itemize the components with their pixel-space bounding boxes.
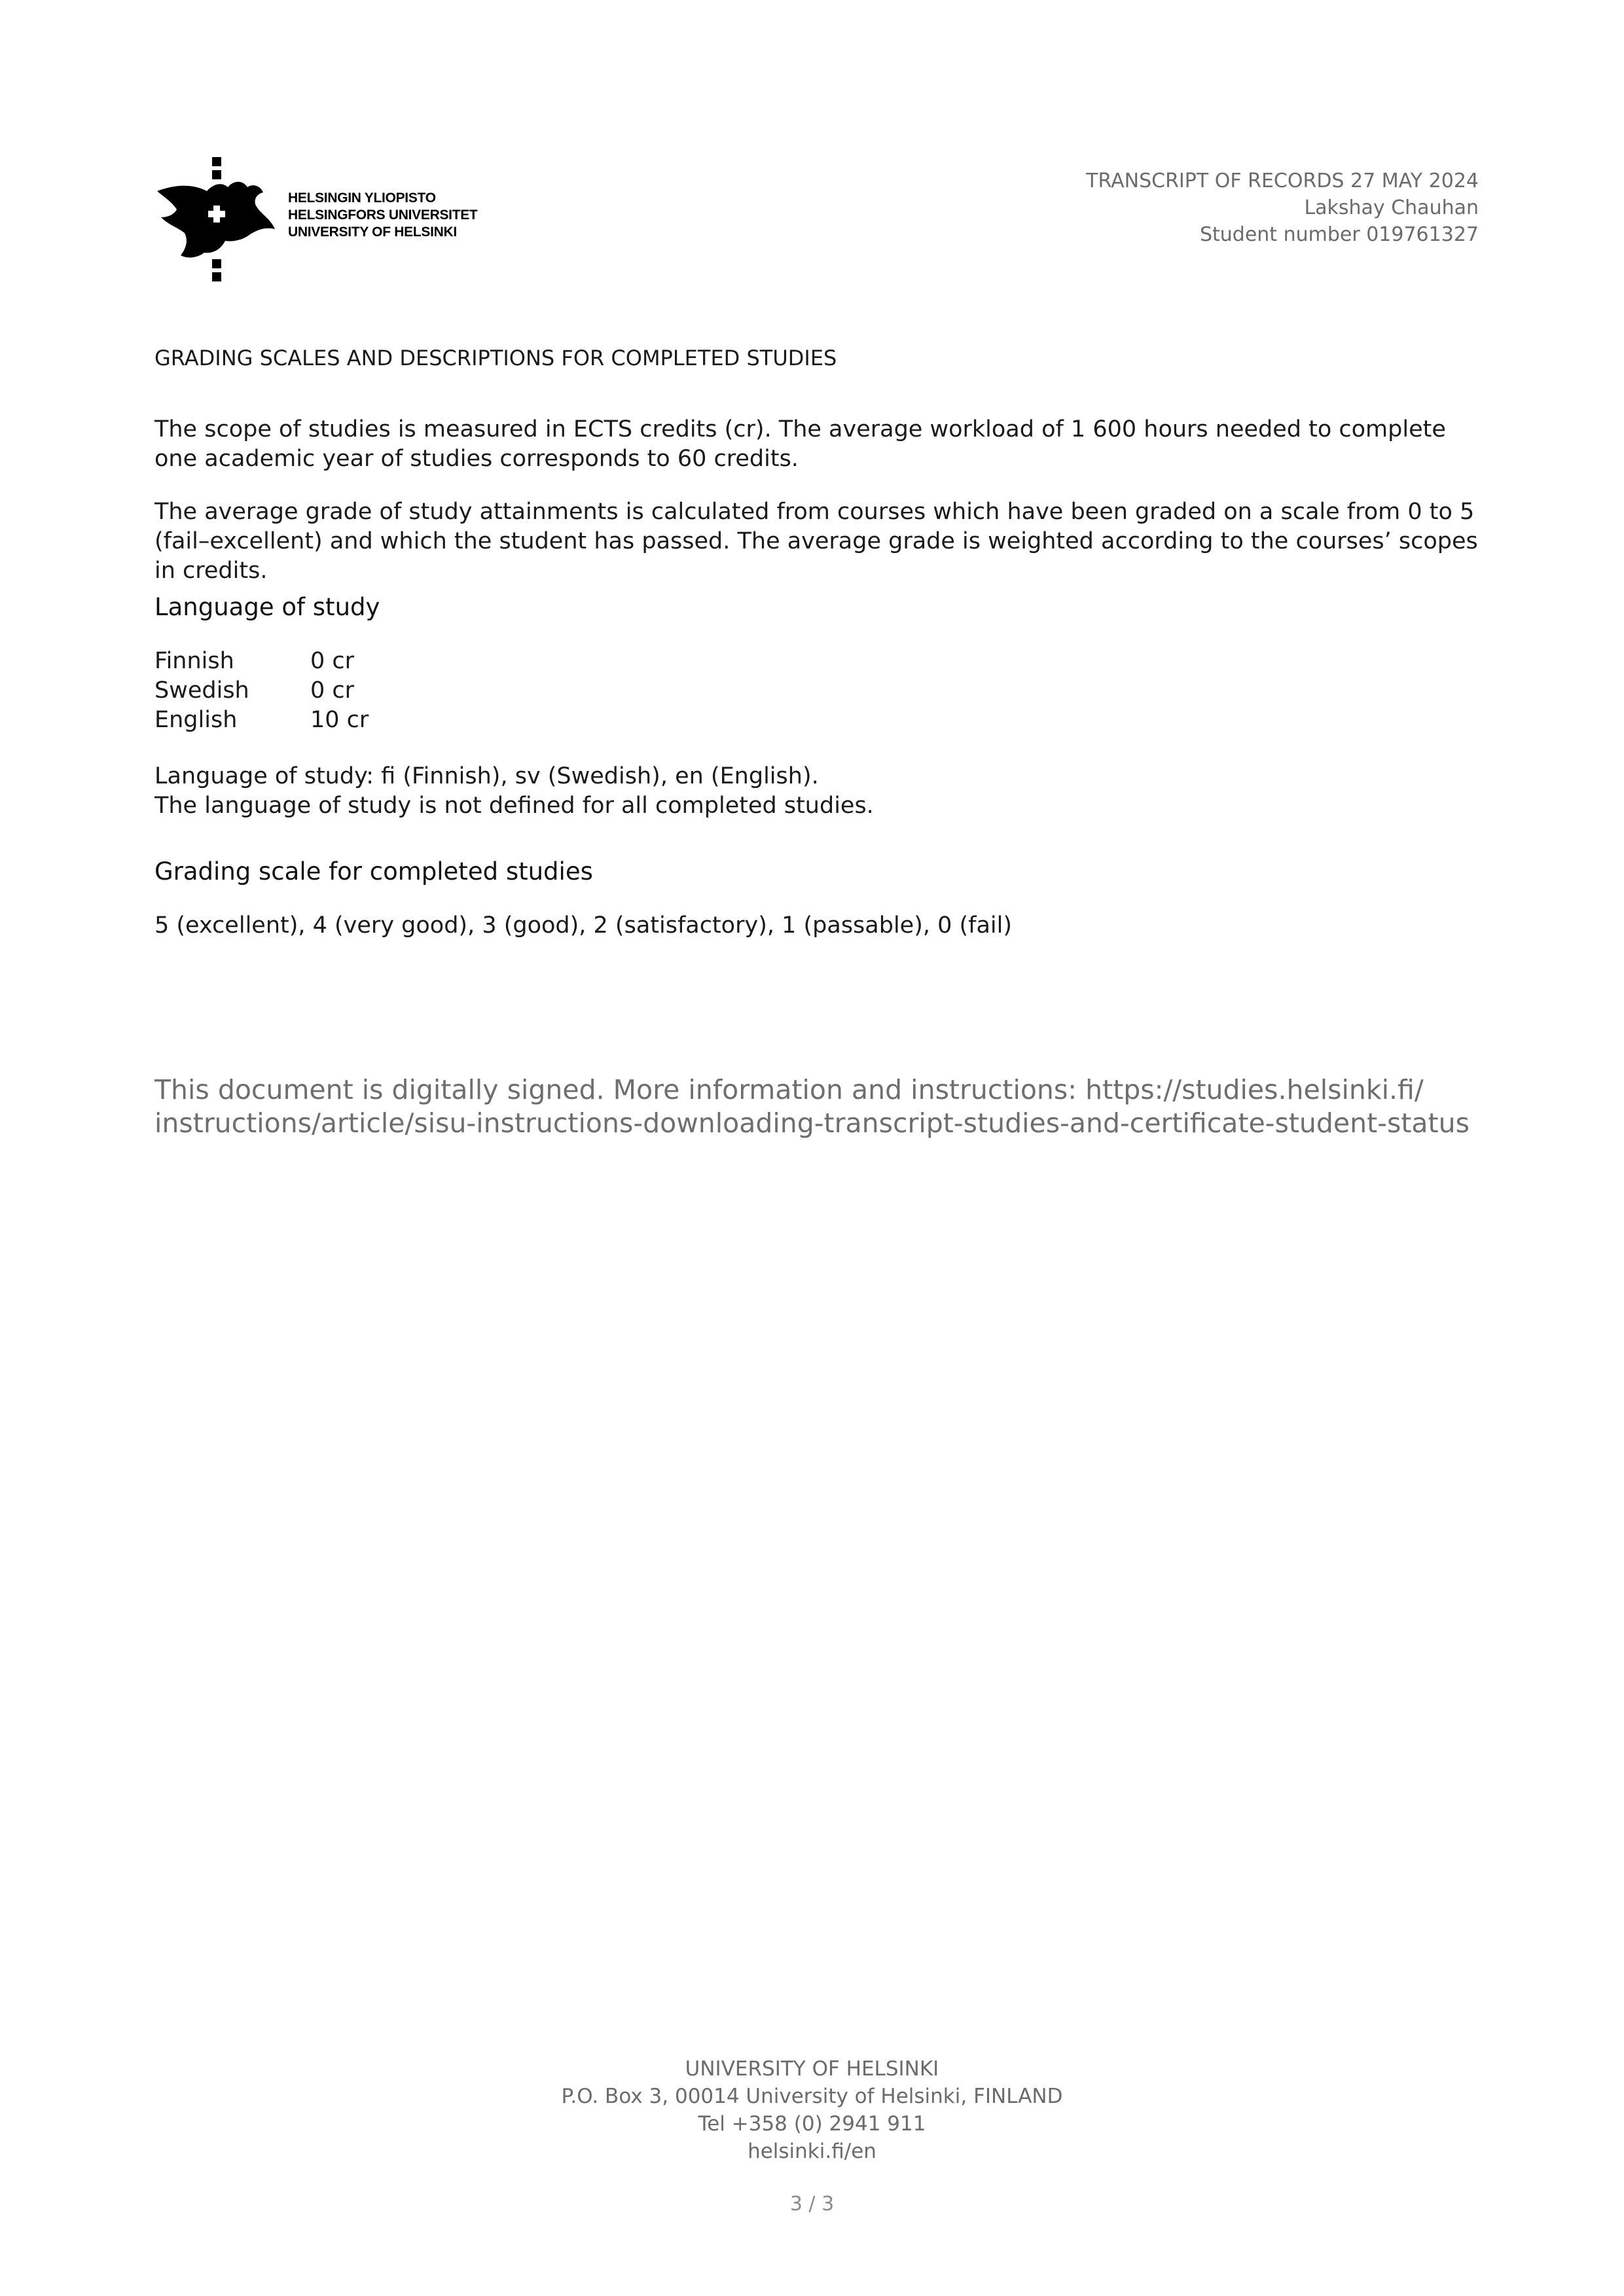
digital-signature-note — [154, 1073, 1496, 1140]
signature-note-line2: instructions/article/sisu-instructions-downloading-transcript-studies-and-certificate-student-status — [154, 1107, 1470, 1139]
page-footer — [0, 2055, 1624, 2165]
logo-line-finnish: HELSINGIN YLIOPISTO — [288, 190, 436, 206]
university-flame-logo-icon — [154, 157, 279, 281]
logo-line-english: UNIVERSITY OF HELSINKI — [288, 224, 457, 240]
language-row — [154, 676, 369, 706]
footer-address: P.O. Box 3, 00014 University of Helsinki, FINLAND — [561, 2085, 1063, 2108]
average-grade-paragraph: The average grade of study attainments is calculated from courses which have been graded on a scale from 0 to 5 (fail–excellent) and which the student has passed. The average grade is weighted according to the courses’ scopes in credits. — [154, 499, 1478, 584]
grading-scale-heading: Grading scale for completed studies — [154, 857, 593, 886]
document-title: TRANSCRIPT OF RECORDS 27 MAY 2024 — [1086, 170, 1479, 192]
language-of-study-heading: Language of study — [154, 593, 380, 621]
language-credits-table — [154, 647, 369, 735]
section-title: GRADING SCALES AND DESCRIPTIONS FOR COMPLETED STUDIES — [154, 346, 837, 370]
footer-org: UNIVERSITY OF HELSINKI — [685, 2057, 939, 2081]
language-row — [154, 647, 369, 676]
language-name: Swedish — [154, 677, 249, 704]
language-credits: 0 cr — [310, 648, 355, 674]
student-name: Lakshay Chauhan — [1304, 196, 1479, 219]
credits-paragraph: The scope of studies is measured in ECTS credits (cr). The average workload of 1 600 hours needed to complete one academic year of studies corresponds to 60 credits. — [154, 416, 1446, 472]
language-name: English — [154, 707, 238, 733]
language-note-undefined: The language of study is not defined for all completed studies. — [154, 793, 874, 819]
language-credits: 0 cr — [310, 677, 355, 704]
university-logo-text — [288, 190, 477, 241]
language-name: Finnish — [154, 648, 234, 674]
footer-website: helsinki.fi/en — [748, 2140, 876, 2163]
signature-note-line1: This document is digitally signed. More information and instructions: https://studies.helsinki.fi/ — [154, 1074, 1424, 1105]
language-note — [154, 762, 1483, 821]
document-header — [1086, 168, 1479, 248]
student-number: Student number 019761327 — [1199, 223, 1479, 246]
language-note-codes: Language of study: fi (Finnish), sv (Swedish), en (English). — [154, 763, 819, 789]
university-logo — [154, 157, 495, 281]
language-row — [154, 706, 369, 735]
language-credits: 10 cr — [310, 707, 369, 733]
logo-line-swedish: HELSINGFORS UNIVERSITET — [288, 207, 478, 223]
page-number: 3 / 3 — [789, 2193, 835, 2215]
grading-scale-description: 5 (excellent), 4 (very good), 3 (good), 2 (satisfactory), 1 (passable), 0 (fail) — [154, 912, 1013, 939]
footer-phone: Tel +358 (0) 2941 911 — [698, 2112, 926, 2136]
